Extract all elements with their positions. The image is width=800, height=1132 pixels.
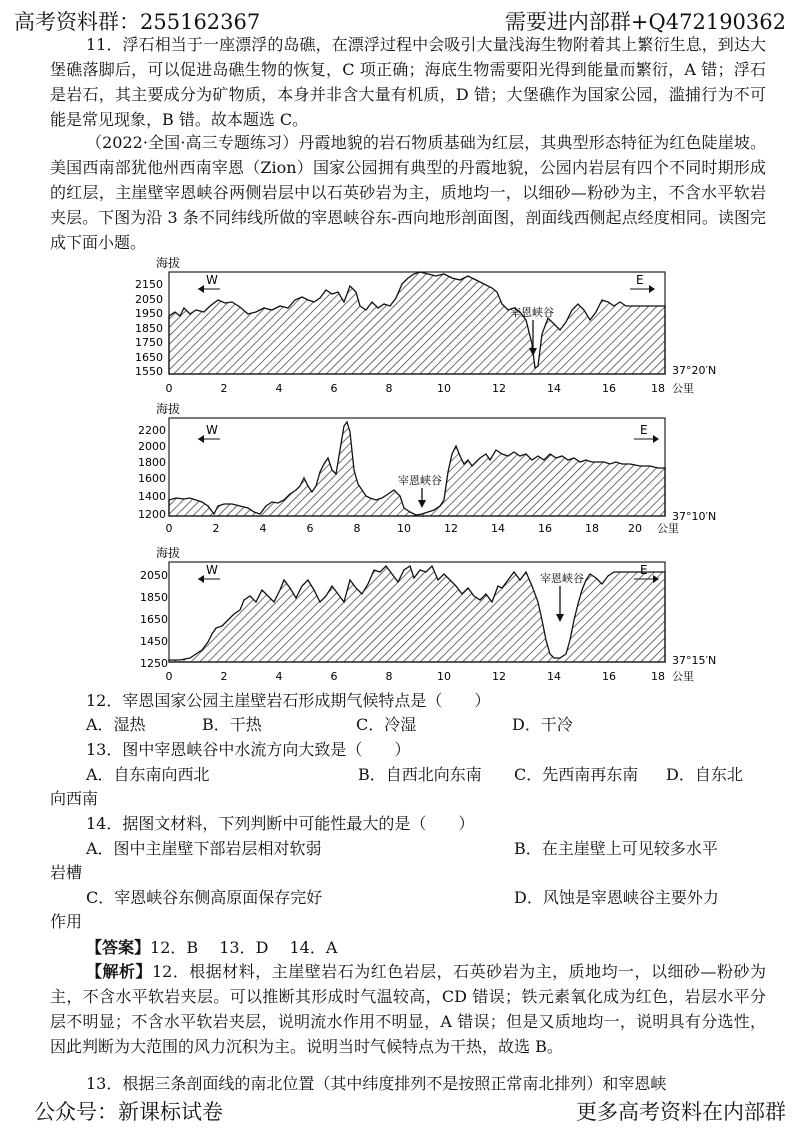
svg-text:E: E [640, 423, 648, 437]
latitude-label: 37°20′N [672, 364, 717, 377]
x-tick: 14 [547, 382, 561, 395]
x-tick: 14 [547, 670, 561, 683]
y-tick: 2000 [138, 440, 166, 453]
y-tick: 1600 [138, 472, 166, 485]
y-tick: 2200 [138, 424, 166, 437]
terrain-area [169, 272, 665, 374]
q13-option-d-continued: 向西南 [50, 789, 99, 808]
footer-right: 更多高考资料在内部群 [576, 1100, 786, 1124]
y-axis-label: 海拔 [156, 546, 181, 560]
q14-option-b-continued: 岩槽 [50, 863, 83, 882]
y-tick: 1650 [140, 613, 168, 626]
y-tick: 2050 [135, 293, 163, 306]
question-material: （2022·全国·高三专题练习）丹霞地貌的岩石物质基础为红层，其典型形态特征为红色陡崖坡。美国西南部犹他州西南宰恩（Zion）国家公园拥有典型的丹霞地貌，公园内岩层有四个不同时期形成的红层，主崖壁宰恩峡谷两侧岩层中以石英砂岩为主，质地均一，以细砂—粉砂为主，不含水平软岩夹层。下图为沿 3 条不同纬线所做的宰恩峡谷东-西向地形剖面图，剖面线西侧起点经度相同。读图完成下面小题。 [50, 133, 766, 252]
question-14-stem: 14．据图文材料，下列判断中可能性最大的是（ ） [86, 814, 475, 833]
q12-option-b: B．干热 [202, 715, 262, 734]
footer-left: 公众号：新课标试卷 [34, 1100, 223, 1124]
x-tick: 12 [492, 382, 506, 395]
answer-line [86, 935, 337, 960]
x-tick: 4 [275, 670, 283, 683]
x-tick: 20 [628, 522, 642, 535]
x-unit: 公里 [672, 670, 694, 683]
q13-option-d: D．自东北 [666, 765, 743, 784]
canyon-label: 宰恩峡谷 [540, 572, 584, 585]
profile-37-20 [135, 255, 716, 395]
answer-text: 12．B 13．D 14．A [150, 938, 338, 957]
x-tick: 18 [651, 382, 665, 395]
y-tick: 1250 [140, 657, 168, 670]
x-tick: 8 [385, 382, 393, 395]
east-arrow [630, 273, 655, 293]
x-tick: 10 [437, 670, 451, 683]
q14-option-a: A．图中主崖壁下部岩层相对软弱 [86, 839, 322, 858]
latitude-label: 37°15′N [672, 654, 717, 667]
profile-37-10 [138, 401, 716, 535]
terrain-profile-figure [0, 250, 800, 690]
y-axis-label: 海拔 [156, 402, 181, 416]
y-tick: 1800 [138, 456, 166, 469]
x-tick: 4 [259, 522, 267, 535]
x-tick: 16 [602, 382, 616, 395]
q12-option-a: A．湿热 [86, 715, 146, 734]
q12-option-c: C．冷湿 [356, 715, 417, 734]
svg-text:W: W [206, 273, 218, 287]
x-tick: 8 [353, 522, 361, 535]
analysis-12 [50, 959, 766, 1059]
y-tick: 1400 [138, 490, 166, 503]
analysis-13: 13．根据三条剖面线的南北位置（其中纬度排列不是按照正常南北排列）和宰恩峡 [86, 1074, 667, 1093]
analysis-12-text: 12．根据材料，主崖壁岩石为红色岩层，石英砂岩为主，质地均一，以细砂—粉砂为主，不含水平软岩夹层。可以推断其形成时气温较高，CD 错误；铁元素氧化成为红色，岩层水平分层不明显；不含水平软岩夹层，说明流水作用不明显，A 错误；但是又质地均一，说明具有分选性，因此判断为大范围的风力沉积为主。说明当时气候特点为干热，故选 B。 [50, 962, 766, 1056]
y-tick: 1850 [140, 591, 168, 604]
latitude-label: 37°10′N [672, 510, 717, 523]
x-tick: 2 [212, 522, 220, 535]
q14-option-b: B．在主崖壁上可见较多水平 [514, 839, 718, 858]
canyon-label: 宰恩峡谷 [510, 306, 554, 319]
x-tick: 18 [585, 522, 599, 535]
y-tick: 1650 [135, 351, 163, 364]
q14-option-d-continued: 作用 [50, 912, 83, 931]
x-tick: 10 [397, 522, 411, 535]
x-tick: 6 [330, 382, 338, 395]
q12-option-d: D．干冷 [512, 715, 573, 734]
terrain-area [169, 566, 665, 662]
svg-text:W: W [206, 563, 218, 577]
x-tick: 18 [651, 670, 665, 683]
header-left: 高考资料群：255162367 [14, 10, 261, 34]
y-tick: 1750 [135, 336, 163, 349]
x-tick: 4 [275, 382, 283, 395]
q13-option-b: B．自西北向东南 [358, 765, 482, 784]
y-tick: 1550 [135, 365, 163, 378]
x-unit: 公里 [672, 382, 694, 395]
x-tick: 0 [165, 382, 173, 395]
question-12-stem: 12．宰恩国家公园主崖壁岩石形成期气候特点是（ ） [86, 691, 491, 710]
west-arrow [198, 273, 220, 293]
x-tick: 12 [444, 522, 458, 535]
y-tick: 1850 [135, 322, 163, 335]
x-tick: 0 [165, 522, 173, 535]
x-tick: 2 [220, 670, 228, 683]
answer-11-explanation: 11．浮石相当于一座漂浮的岛礁，在漂浮过程中会吸引大量浅海生物附着其上繁衍生息，到达大堡礁落脚后，可以促进岛礁生物的恢复，C 项正确；海底生物需要阳光得到能量而繁衍，A 错；浮石是岩石，其主要成分为矿物质，本身并非含大量有机质，D 错；大堡礁作为国家公园，滥捕行为不可能是常见现象，B 错。故本题选 C。 [50, 35, 766, 129]
x-unit: 公里 [657, 522, 679, 535]
profile-37-15 [140, 545, 716, 683]
q14-option-c: C．宰恩峡谷东侧高原面保存完好 [86, 888, 323, 907]
y-tick: 2050 [140, 569, 168, 582]
terrain-area [169, 422, 665, 516]
x-tick: 14 [491, 522, 505, 535]
x-tick: 16 [602, 670, 616, 683]
x-tick: 10 [437, 382, 451, 395]
svg-text:E: E [636, 273, 644, 287]
canyon-label: 宰恩峡谷 [398, 474, 442, 487]
y-axis-label: 海拔 [156, 256, 181, 270]
x-tick: 6 [306, 522, 314, 535]
x-tick: 12 [492, 670, 506, 683]
y-tick: 2150 [135, 278, 163, 291]
x-tick: 8 [385, 670, 393, 683]
answer-label: 【答案】 [86, 938, 151, 957]
x-tick: 6 [330, 670, 338, 683]
x-tick: 16 [538, 522, 552, 535]
question-13-stem: 13．图中宰恩峡谷中水流方向大致是（ ） [86, 740, 411, 759]
q13-option-a: A．自东南向西北 [86, 765, 210, 784]
west-arrow [198, 423, 220, 443]
y-tick: 1200 [138, 508, 166, 521]
y-tick: 1450 [140, 635, 168, 648]
x-tick: 2 [220, 382, 228, 395]
y-tick: 1950 [135, 307, 163, 320]
page-footer [0, 1096, 800, 1126]
header-right: 需要进内部群+Q472190362 [504, 10, 786, 34]
west-arrow [198, 563, 220, 583]
east-arrow [634, 423, 659, 443]
q14-option-d: D．风蚀是宰恩峡谷主要外力 [514, 888, 719, 907]
svg-text:W: W [206, 423, 218, 437]
x-tick: 0 [165, 670, 173, 683]
q13-option-c: C．先西南再东南 [514, 765, 639, 784]
analysis-label: 【解析】 [86, 962, 152, 981]
svg-text:E: E [640, 563, 648, 577]
